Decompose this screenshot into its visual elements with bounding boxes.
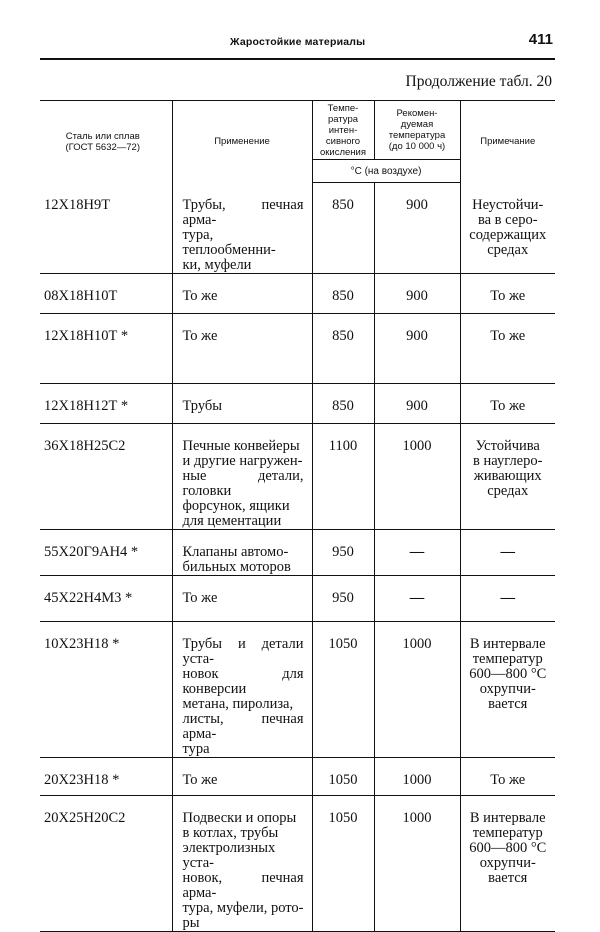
note-cell-text: То же	[490, 771, 526, 788]
application-cell-text: Трубы, печная арма- тура, теплообменни- ки, муфели	[182, 196, 304, 273]
oxidation-temp-cell	[312, 757, 374, 795]
application-cell	[172, 757, 312, 795]
application-cell-text: То же	[182, 771, 218, 788]
recommended-temp-cell	[374, 183, 460, 274]
note-cell	[460, 757, 555, 795]
col-header-application-label: Применение	[214, 136, 270, 148]
recommended-temp-cell-text: 1000	[402, 771, 432, 788]
col-header-recommended-temp	[374, 101, 460, 160]
steel-cell	[40, 529, 172, 575]
steel-cell	[40, 575, 172, 621]
oxidation-temp-cell	[312, 575, 374, 621]
note-cell-text: —	[500, 589, 515, 606]
recommended-temp-cell	[374, 273, 460, 313]
note-cell-text: В интервале температур 600—800 °С охрупчи- вается	[469, 809, 547, 886]
recommended-temp-cell-text: 900	[406, 287, 428, 304]
recommended-temp-cell	[374, 423, 460, 529]
application-cell-text: Подвески и опоры в котлах, трубы электролизных уста- новок, печная арма- тура, муфели, рото- ры	[182, 809, 304, 931]
oxidation-temp-cell-text: 850	[332, 197, 354, 213]
application-cell-text: Клапаны автомо- бильных моторов	[182, 543, 291, 575]
table-continuation-caption: Продолжение табл. 20	[405, 73, 552, 90]
note-cell	[460, 183, 555, 274]
oxidation-temp-cell-text: 1050	[328, 809, 358, 826]
recommended-temp-cell-text: 1000	[402, 809, 432, 826]
header-rule	[40, 58, 555, 60]
steel-cell	[40, 795, 172, 931]
col-header-steel-label: Сталь или сплав (ГОСТ 5632—72)	[65, 130, 140, 153]
col-header-steel	[40, 101, 172, 183]
oxidation-temp-cell	[312, 529, 374, 575]
note-cell-text: Неустойчи- ва в серо- содержащих средах	[469, 196, 547, 258]
oxidation-temp-cell-text: 950	[332, 543, 354, 560]
page-number: 411	[528, 31, 553, 48]
table-row	[40, 183, 555, 274]
note-cell	[460, 273, 555, 313]
col-header-note	[460, 101, 555, 183]
steel-cell	[40, 757, 172, 795]
steel-cell	[40, 183, 172, 274]
oxidation-temp-cell-text: 950	[332, 589, 354, 606]
col-header-recommended-label: Рекомен- дуемая температура (до 10 000 ч)	[388, 108, 446, 152]
oxidation-temp-cell-text: 850	[332, 397, 354, 414]
note-cell	[460, 383, 555, 423]
note-cell-text: В интервале температур 600—800 °С охрупчи- вается	[469, 635, 547, 712]
application-cell	[172, 313, 312, 383]
oxidation-temp-cell	[312, 313, 374, 383]
oxidation-temp-cell	[312, 383, 374, 423]
steel-cell	[40, 313, 172, 383]
steel-cell-text: 12Х18Н10Т *	[44, 327, 129, 344]
recommended-temp-cell-text: 900	[406, 197, 428, 213]
recommended-temp-cell	[374, 575, 460, 621]
application-cell-text: Трубы	[182, 397, 223, 414]
steel-cell-text: 36Х18Н25С2	[44, 437, 126, 454]
oxidation-temp-cell	[312, 621, 374, 757]
table-row	[40, 423, 555, 529]
recommended-temp-cell-text: 900	[406, 327, 428, 344]
note-cell-text: То же	[490, 397, 526, 414]
note-cell	[460, 795, 555, 931]
steel-cell-text: 55Х20Г9АН4 *	[44, 543, 139, 560]
oxidation-temp-cell	[312, 795, 374, 931]
application-cell	[172, 529, 312, 575]
col-header-temp-unit	[312, 160, 460, 183]
recommended-temp-cell	[374, 529, 460, 575]
recommended-temp-cell-text: —	[409, 543, 425, 560]
application-cell	[172, 183, 312, 274]
recommended-temp-cell	[374, 383, 460, 423]
application-cell	[172, 575, 312, 621]
steel-cell	[40, 383, 172, 423]
recommended-temp-cell	[374, 621, 460, 757]
steel-cell	[40, 423, 172, 529]
heat-resistant-steels-table	[40, 100, 555, 932]
col-header-oxidation-temp	[312, 101, 374, 160]
application-cell-text: То же	[182, 287, 218, 304]
note-cell	[460, 529, 555, 575]
steel-cell-text: 08Х18Н10Т	[44, 287, 118, 304]
table-row	[40, 621, 555, 757]
note-cell	[460, 575, 555, 621]
note-cell	[460, 621, 555, 757]
application-cell	[172, 621, 312, 757]
table-row	[40, 795, 555, 931]
steel-cell-text: 12Х18Н9Т	[44, 196, 111, 213]
steel-cell	[40, 621, 172, 757]
table-row	[40, 273, 555, 313]
oxidation-temp-cell-text: 1050	[328, 771, 358, 788]
oxidation-temp-cell-text: 1050	[328, 635, 358, 652]
col-header-note-label: Примечание	[480, 136, 536, 148]
steel-cell	[40, 273, 172, 313]
col-header-application	[172, 101, 312, 183]
table-body	[40, 183, 555, 932]
oxidation-temp-cell	[312, 273, 374, 313]
oxidation-temp-cell-text: 850	[332, 287, 354, 304]
col-header-oxidation-label: Темпе- ратура интен- сивного окисления	[319, 102, 367, 158]
application-cell-text: То же	[182, 327, 218, 344]
oxidation-temp-cell-text: 850	[332, 327, 354, 344]
recommended-temp-cell	[374, 757, 460, 795]
table-row	[40, 575, 555, 621]
note-cell-text: То же	[490, 327, 526, 344]
note-cell-text: Устойчива в науглеро- живающих средах	[473, 437, 543, 499]
application-cell	[172, 423, 312, 529]
steel-cell-text: 10Х23Н18 *	[44, 635, 120, 652]
application-cell-text: Трубы и детали уста- новок для конверсии метана, пиролиза, листы, печная арма- тура	[182, 635, 304, 757]
note-cell	[460, 423, 555, 529]
steel-cell-text: 12Х18Н12Т *	[44, 397, 129, 414]
note-cell	[460, 313, 555, 383]
oxidation-temp-cell-text: 1100	[328, 437, 358, 454]
col-header-unit-label: °С (на воздухе)	[350, 165, 422, 177]
running-title: Жаростойкие материалы	[230, 36, 366, 48]
recommended-temp-cell-text: 1000	[402, 437, 432, 454]
recommended-temp-cell	[374, 313, 460, 383]
running-head	[40, 30, 555, 56]
application-cell-text: Печные конвейеры и другие нагружен- ные детали, головки форсунок, ящики для цементации	[182, 437, 304, 529]
oxidation-temp-cell	[312, 183, 374, 274]
application-cell	[172, 795, 312, 931]
steel-cell-text: 45Х22Н4М3 *	[44, 589, 133, 606]
oxidation-temp-cell	[312, 423, 374, 529]
application-cell	[172, 383, 312, 423]
note-cell-text: —	[500, 543, 515, 560]
steel-cell-text: 20Х23Н18 *	[44, 771, 120, 788]
table-row	[40, 529, 555, 575]
note-cell-text: То же	[490, 287, 526, 304]
steel-cell-text: 20Х25Н20С2	[44, 809, 126, 826]
table-row	[40, 383, 555, 423]
recommended-temp-cell-text: 1000	[402, 635, 432, 652]
application-cell-text: То же	[182, 589, 218, 606]
recommended-temp-cell-text: —	[409, 589, 425, 606]
table-row	[40, 313, 555, 383]
table-row	[40, 757, 555, 795]
recommended-temp-cell-text: 900	[406, 397, 428, 414]
application-cell	[172, 273, 312, 313]
recommended-temp-cell	[374, 795, 460, 931]
